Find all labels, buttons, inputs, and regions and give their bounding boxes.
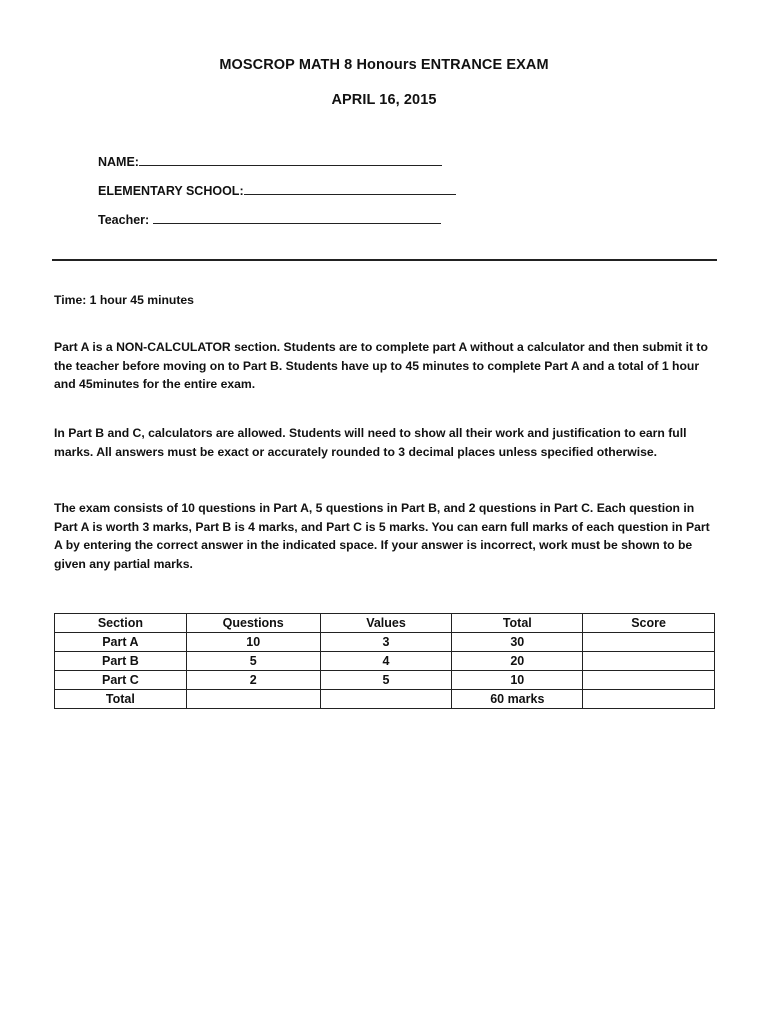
teacher-field[interactable] (98, 211, 441, 227)
cell-total: 60 marks (452, 690, 583, 709)
header-total: Total (452, 614, 583, 633)
header-section: Section (55, 614, 187, 633)
name-label: NAME: (98, 155, 139, 169)
school-blank-line[interactable] (244, 182, 456, 195)
table-row (55, 633, 715, 652)
school-label: ELEMENTARY SCHOOL: (98, 184, 244, 198)
school-field[interactable] (98, 182, 456, 198)
cell-score[interactable] (583, 690, 715, 709)
cell-values: 3 (320, 633, 452, 652)
name-field[interactable] (98, 153, 442, 169)
cell-section: Part C (55, 671, 187, 690)
time-instruction: Time: 1 hour 45 minutes (54, 293, 194, 307)
cell-section: Part A (55, 633, 187, 652)
cell-total: 10 (452, 671, 583, 690)
exam-date: APRIL 16, 2015 (331, 92, 437, 108)
cell-total: 20 (452, 652, 583, 671)
part-a-instruction: Part A is a NON-CALCULATOR section. Students are to complete part A without a calculator and then submit it to the teacher before moving on to Part B. Students have up to 45 minutes to complete Part A and a total of 1 hour and 45minutes for the entire exam. (54, 340, 708, 391)
cell-score[interactable] (583, 633, 715, 652)
exam-structure-instruction: The exam consists of 10 questions in Part A, 5 questions in Part B, and 2 questions in Part C. Each question in Part A is worth 3 marks, Part B is 4 marks, and Part C is 5 marks. You can earn full marks of each question in Part A by entering the correct answer in the indicated space. If your answer is incorrect, work must be shown to be given any partial marks. (54, 501, 710, 571)
table-total-row (55, 690, 715, 709)
name-blank-line[interactable] (139, 153, 442, 166)
marks-table (54, 613, 715, 709)
cell-score[interactable] (583, 671, 715, 690)
teacher-blank-line[interactable] (153, 211, 441, 224)
cell-section: Part B (55, 652, 187, 671)
table-header-row (55, 614, 715, 633)
header-questions: Questions (186, 614, 320, 633)
cell-questions: 10 (186, 633, 320, 652)
cell-questions (186, 690, 320, 709)
cell-total: 30 (452, 633, 583, 652)
table-row (55, 652, 715, 671)
cell-questions: 2 (186, 671, 320, 690)
cell-values: 4 (320, 652, 452, 671)
cell-section: Total (55, 690, 187, 709)
exam-title: MOSCROP MATH 8 Honours ENTRANCE EXAM (219, 57, 549, 73)
teacher-label: Teacher: (98, 213, 150, 227)
cell-values: 5 (320, 671, 452, 690)
table-row (55, 671, 715, 690)
cell-questions: 5 (186, 652, 320, 671)
part-bc-instruction: In Part B and C, calculators are allowed. Students will need to show all their work and justification to earn full marks. All answers must be exact or accurately rounded to 3 decimal places unless specified otherwise. (54, 426, 687, 459)
cell-score[interactable] (583, 652, 715, 671)
section-divider (52, 259, 717, 261)
cell-values (320, 690, 452, 709)
header-values: Values (320, 614, 452, 633)
header-score: Score (583, 614, 715, 633)
